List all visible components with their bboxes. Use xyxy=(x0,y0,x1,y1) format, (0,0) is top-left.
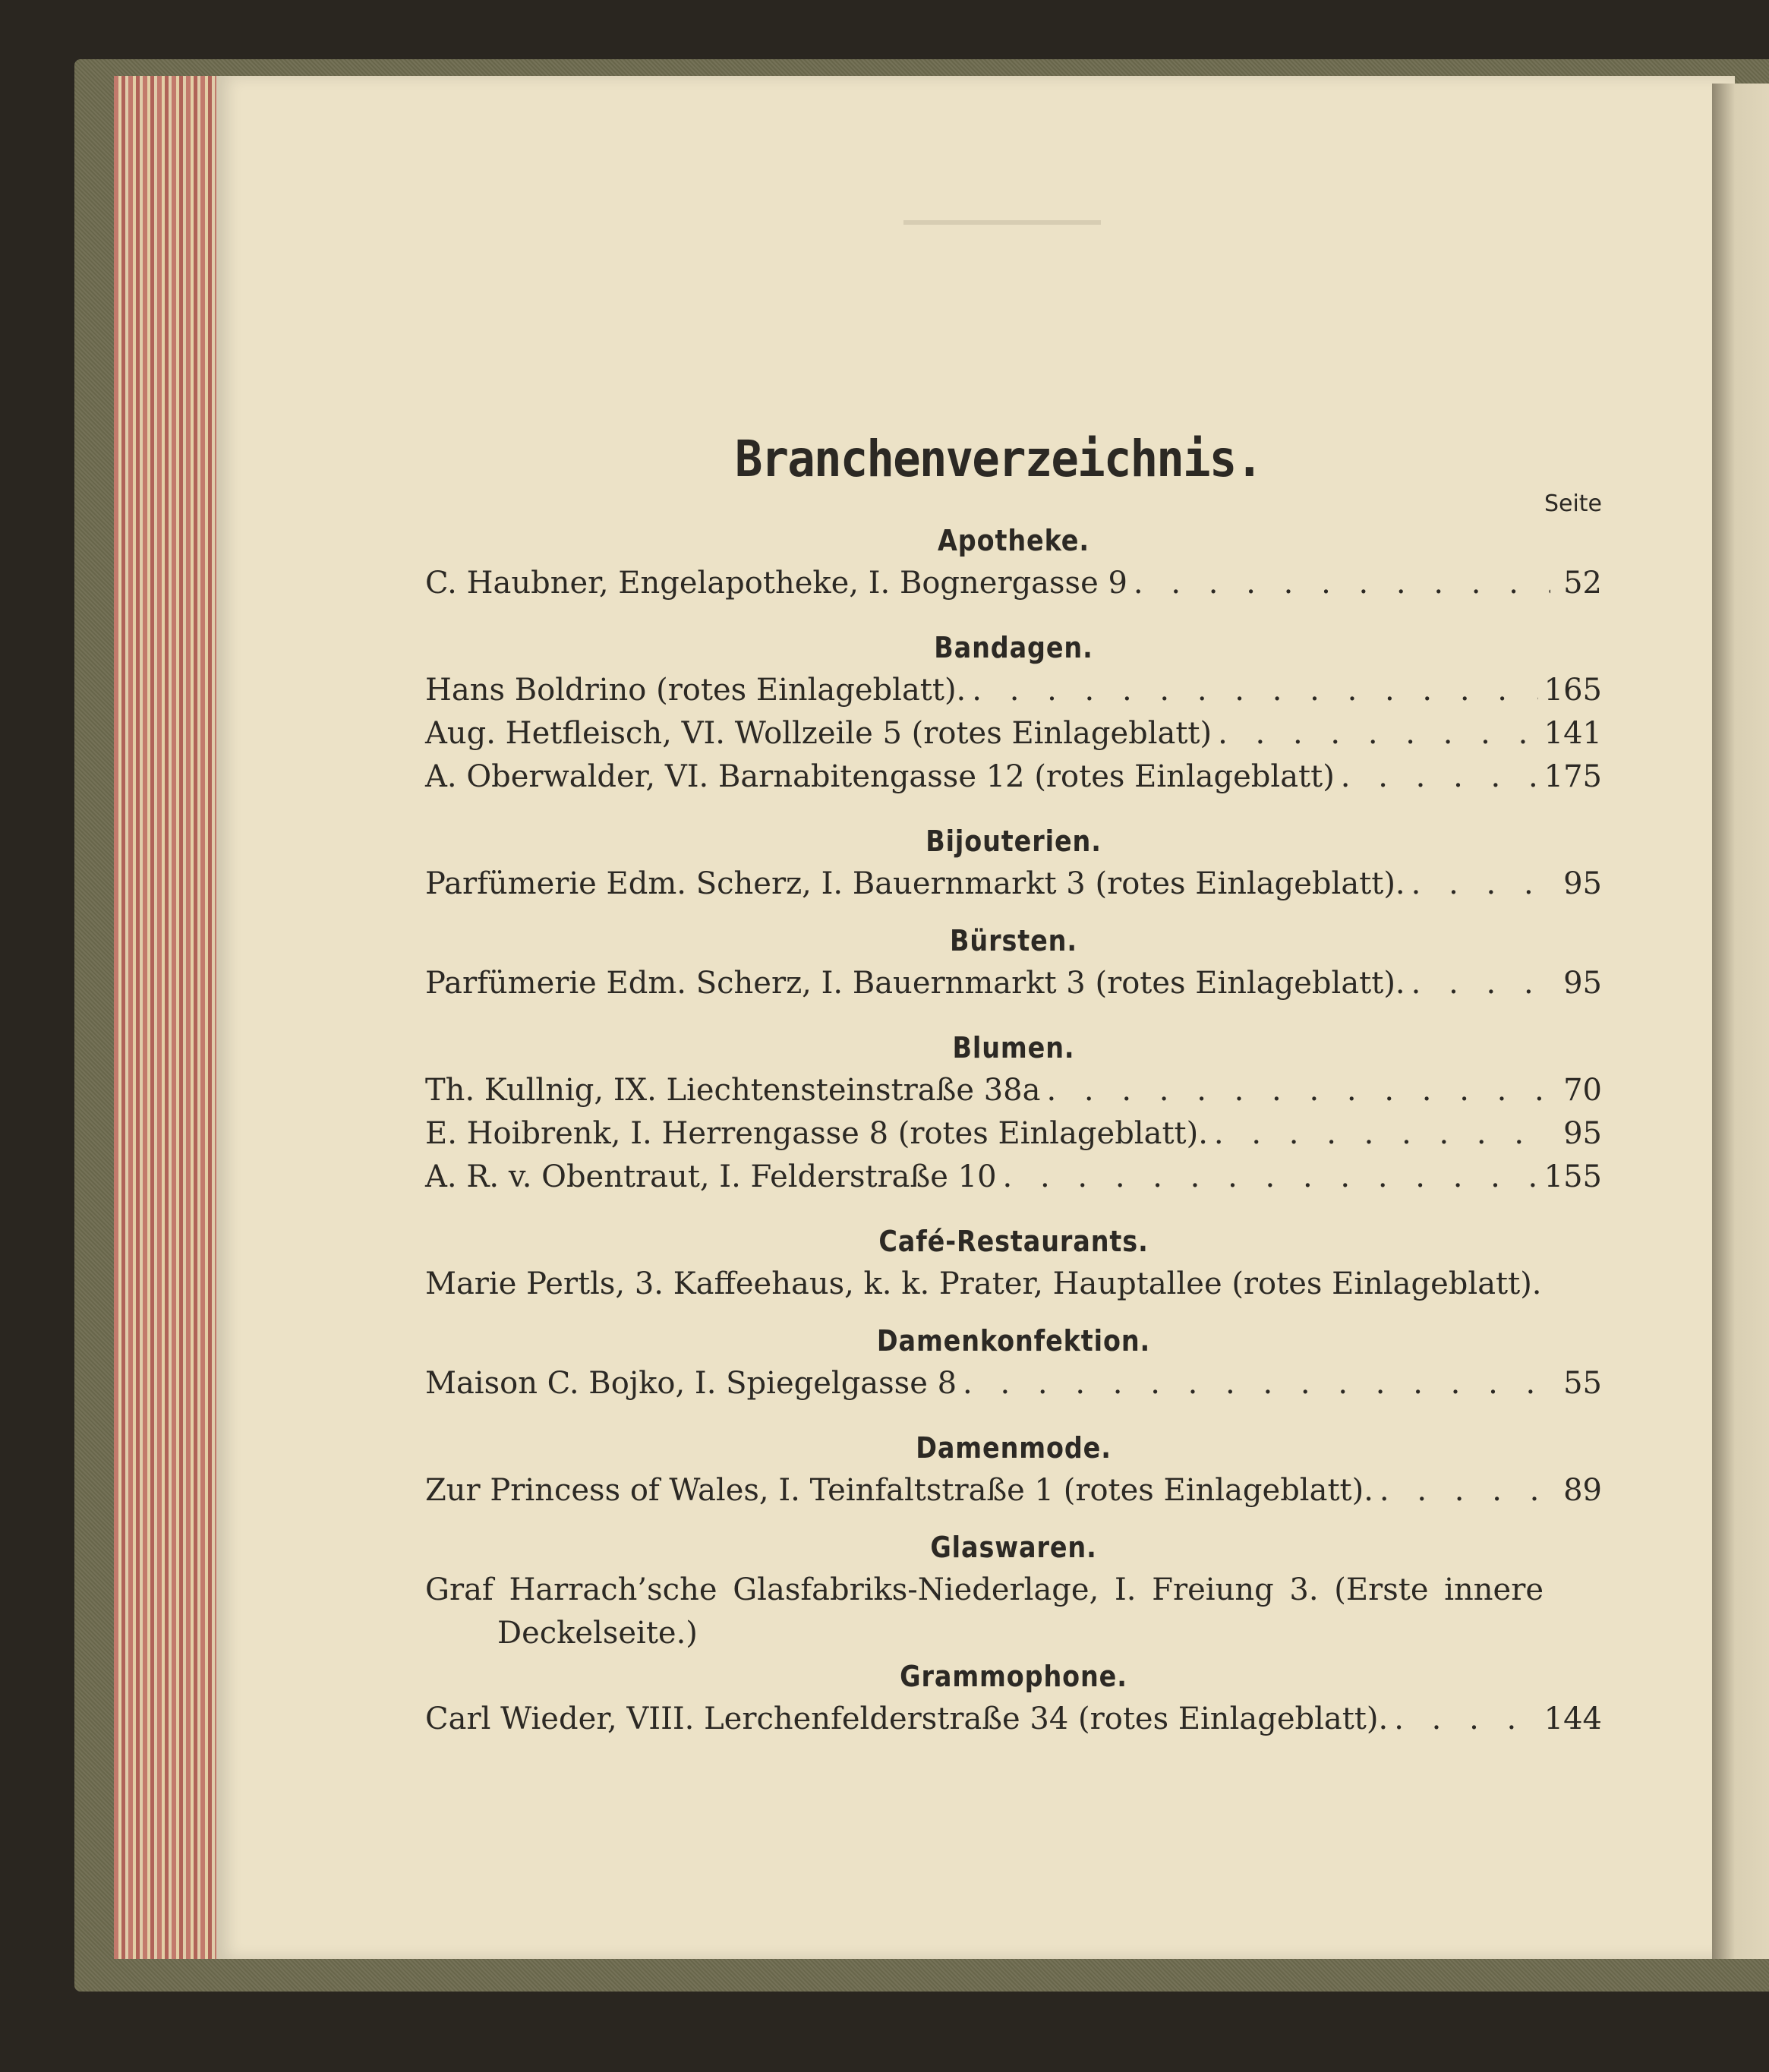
leader-dots xyxy=(1218,712,1538,755)
section-bandagen xyxy=(425,626,1602,799)
section-heading: Grammophone. xyxy=(900,1660,1127,1693)
leader-dots xyxy=(1411,962,1550,1005)
entry-page: 141 xyxy=(1544,716,1602,751)
leader-dots xyxy=(1411,863,1550,906)
list-item xyxy=(425,669,1602,712)
entry-page: 70 xyxy=(1563,1073,1602,1108)
list-item xyxy=(425,1069,1602,1112)
leader-dots xyxy=(1380,1469,1550,1512)
entry-page: 55 xyxy=(1563,1366,1602,1401)
entry-page: 52 xyxy=(1563,566,1602,601)
page-title: Branchenverzeichnis. xyxy=(734,430,1263,488)
list-item xyxy=(425,562,1602,605)
bleed-through-header xyxy=(903,220,1101,225)
section-heading: Apotheke. xyxy=(938,524,1089,557)
section-heading: Bijouterien. xyxy=(925,825,1102,858)
section-heading: Damenmode. xyxy=(916,1431,1112,1465)
section-heading: Café-Restaurants. xyxy=(878,1225,1149,1258)
directory-content xyxy=(425,425,1602,1741)
entry-text: A. Oberwalder, VI. Barnabitengasse 12 (rotes Einlageblatt) xyxy=(425,759,1335,794)
entry-page: 144 xyxy=(1544,1701,1602,1736)
leader-dots xyxy=(1046,1069,1550,1112)
entry-text: C. Haubner, Engelapotheke, I. Bognergasse 9 xyxy=(425,566,1127,601)
list-item xyxy=(425,1469,1602,1512)
section-heading: Damenkonfektion. xyxy=(876,1324,1151,1358)
leader-dots xyxy=(1214,1112,1550,1156)
section-blumen xyxy=(425,1027,1602,1199)
section-glaswaren xyxy=(425,1526,1602,1655)
entry-text: A. R. v. Obentraut, I. Felderstraße 10 xyxy=(425,1159,997,1194)
entry-text: Zur Princess of Wales, I. Teinfaltstraße 1 (rotes Einlageblatt). xyxy=(425,1473,1373,1508)
leader-dots xyxy=(1003,1156,1538,1199)
leader-dots xyxy=(1341,755,1538,799)
facing-page-edge xyxy=(1712,84,1769,1959)
entry-text: Th. Kullnig, IX. Liechtensteinstraße 38a xyxy=(425,1073,1041,1108)
list-item xyxy=(425,712,1602,755)
entry-page: 175 xyxy=(1544,759,1602,794)
list-item: Graf Harrach’sche Glasfabriks-Niederlage, I. Freiung 3. (Erste innere Deckelseite.) xyxy=(425,1572,1544,1651)
list-item xyxy=(425,962,1602,1005)
entry-page: 165 xyxy=(1544,673,1602,708)
entry-text: Parfümerie Edm. Scherz, I. Bauernmarkt 3 (rotes Einlageblatt). xyxy=(425,866,1405,901)
section-bijouterien xyxy=(425,820,1602,906)
list-item xyxy=(425,863,1602,906)
entry-page: 89 xyxy=(1563,1473,1602,1508)
leader-dots xyxy=(1134,562,1550,605)
entry-text: Aug. Hetfleisch, VI. Wollzeile 5 (rotes Einlageblatt) xyxy=(425,716,1212,751)
section-heading: Bandagen. xyxy=(934,631,1093,664)
section-heading: Bürsten. xyxy=(950,924,1077,957)
entry-page: 95 xyxy=(1563,866,1602,901)
entry-text: E. Hoibrenk, I. Herrengasse 8 (rotes Einlageblatt). xyxy=(425,1116,1208,1151)
list-item: Marie Pertls, 3. Kaffeehaus, k. k. Prater, Hauptallee (rotes Einlageblatt). xyxy=(425,1266,1542,1301)
entry-page: 95 xyxy=(1563,966,1602,1001)
section-damenkonfektion xyxy=(425,1320,1602,1405)
entry-page: 155 xyxy=(1544,1159,1602,1194)
leader-dots xyxy=(963,1362,1550,1405)
leader-dots xyxy=(1394,1698,1537,1741)
entry-text: Parfümerie Edm. Scherz, I. Bauernmarkt 3 (rotes Einlageblatt). xyxy=(425,966,1405,1001)
entry-text: Maison C. Bojko, I. Spiegelgasse 8 xyxy=(425,1366,957,1401)
list-item xyxy=(425,1112,1602,1156)
section-heading: Glaswaren. xyxy=(930,1531,1097,1564)
entry-text: Carl Wieder, VIII. Lerchenfelderstraße 34 (rotes Einlageblatt). xyxy=(425,1701,1389,1736)
list-item xyxy=(425,755,1602,799)
page-column-label: Seite xyxy=(1544,490,1602,517)
entry-page: 95 xyxy=(1563,1116,1602,1151)
section-buersten xyxy=(425,919,1602,1005)
list-item xyxy=(425,1156,1602,1199)
entry-text: Hans Boldrino (rotes Einlageblatt). xyxy=(425,673,966,708)
section-damenmode xyxy=(425,1427,1602,1512)
list-item xyxy=(425,1362,1602,1405)
section-cafe-restaurants xyxy=(425,1220,1602,1306)
section-grammophone xyxy=(425,1655,1602,1741)
list-item xyxy=(425,1698,1602,1741)
section-apotheke xyxy=(425,519,1602,605)
leader-dots xyxy=(972,669,1537,712)
section-heading: Blumen. xyxy=(952,1031,1075,1064)
